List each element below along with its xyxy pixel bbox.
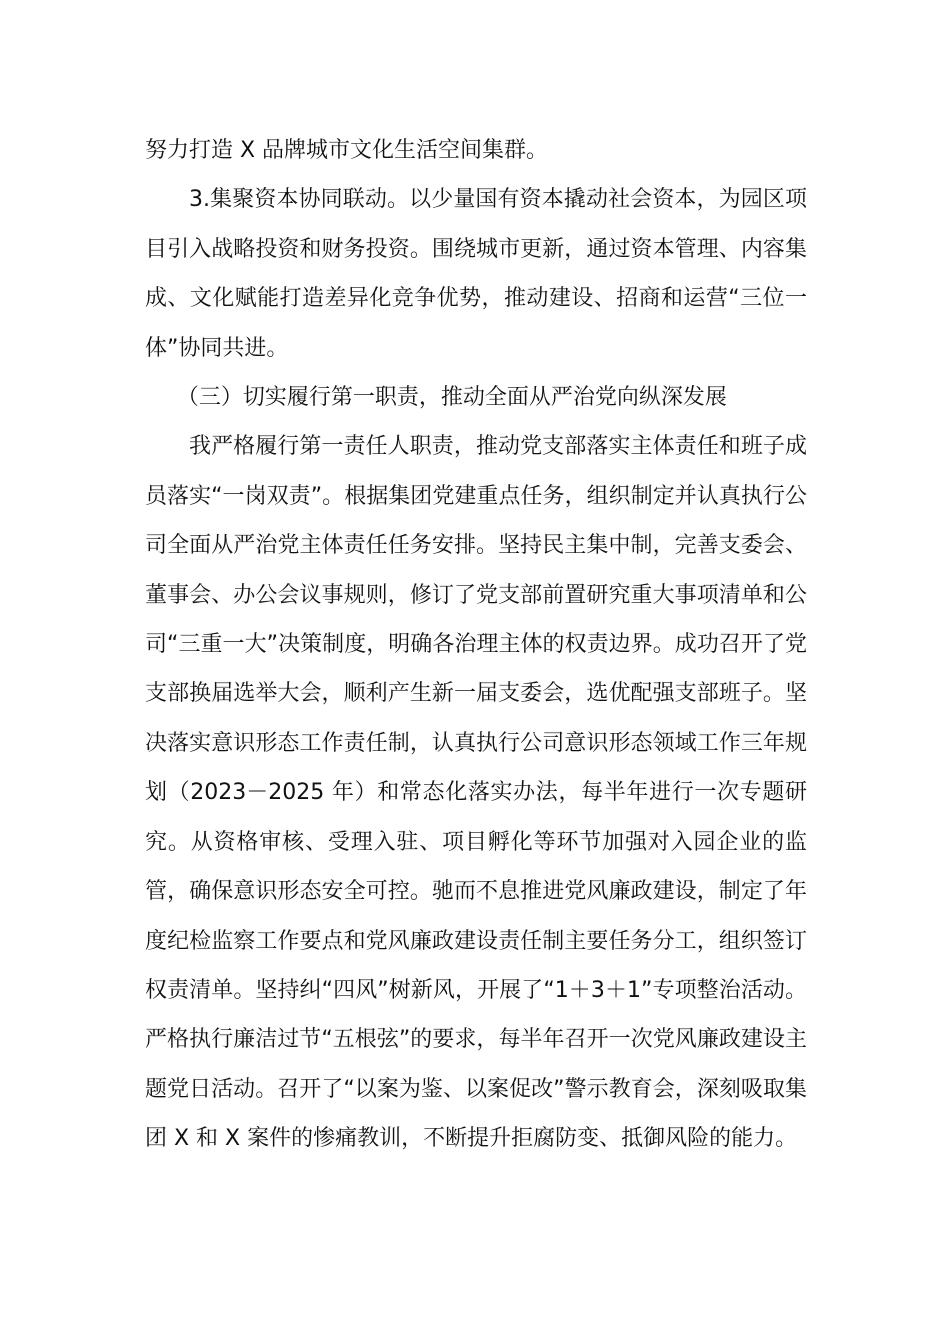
section-heading: （三）切实履行第一职责，推动全面从严治党向纵深发展: [176, 385, 727, 411]
document-body: [145, 126, 807, 1164]
paragraph-party-responsibility: 我严格履行第一责任人职责，推动党支部落实主体责任和班子成员落实“一岗双责”。根据集团党建重点任务，组织制定并认真执行公司全面从严治党主体责任任务安排。坚持民主集中制，完善支委会、董事会、办公会议事规则，修订了党支部前置研究重大事项清单和公司“三重一大”决策制度，明确各治理主体的权责边界。成功召开了党支部换届选举大会，顺利产生新一届支委会，选优配强支部班子。坚决落实意识形态工作责任制，认真执行公司意识形态领域工作三年规划（2023－2025 年）和常态化落实办法，每半年进行一次专题研究。从资格审核、受理入驻、项目孵化等环节加强对入园企业的监管，确保意识形态安全可控。驰而不息推进党风廉政建设，制定了年度纪检监察工作要点和党风廉政建设责任制主要任务分工，组织签订权责清单。坚持纠“四风”树新风，开展了“1＋3＋1”专项整治活动。严格执行廉洁过节“五根弦”的要求，每半年召开一次党风廉政建设主题党日活动。召开了“以案为鉴、以案促改”警示教育会，深刻吸取集团 X 和 X 案件的惨痛教训，不断提升拒腐防变、抵御风险的能力。: [145, 434, 807, 1152]
paragraph-continuation: 努力打造 X 品牌城市文化生活空间集群。: [145, 138, 549, 163]
paragraph-capital-linkage: 3.集聚资本协同联动。以少量国有资本撬动社会资本，为园区项目引入战略投资和财务投资。围绕城市更新，通过资本管理、内容集成、文化赋能打造差异化竞争优势，推动建设、招商和运营“三位一体”协同共进。: [145, 187, 807, 361]
